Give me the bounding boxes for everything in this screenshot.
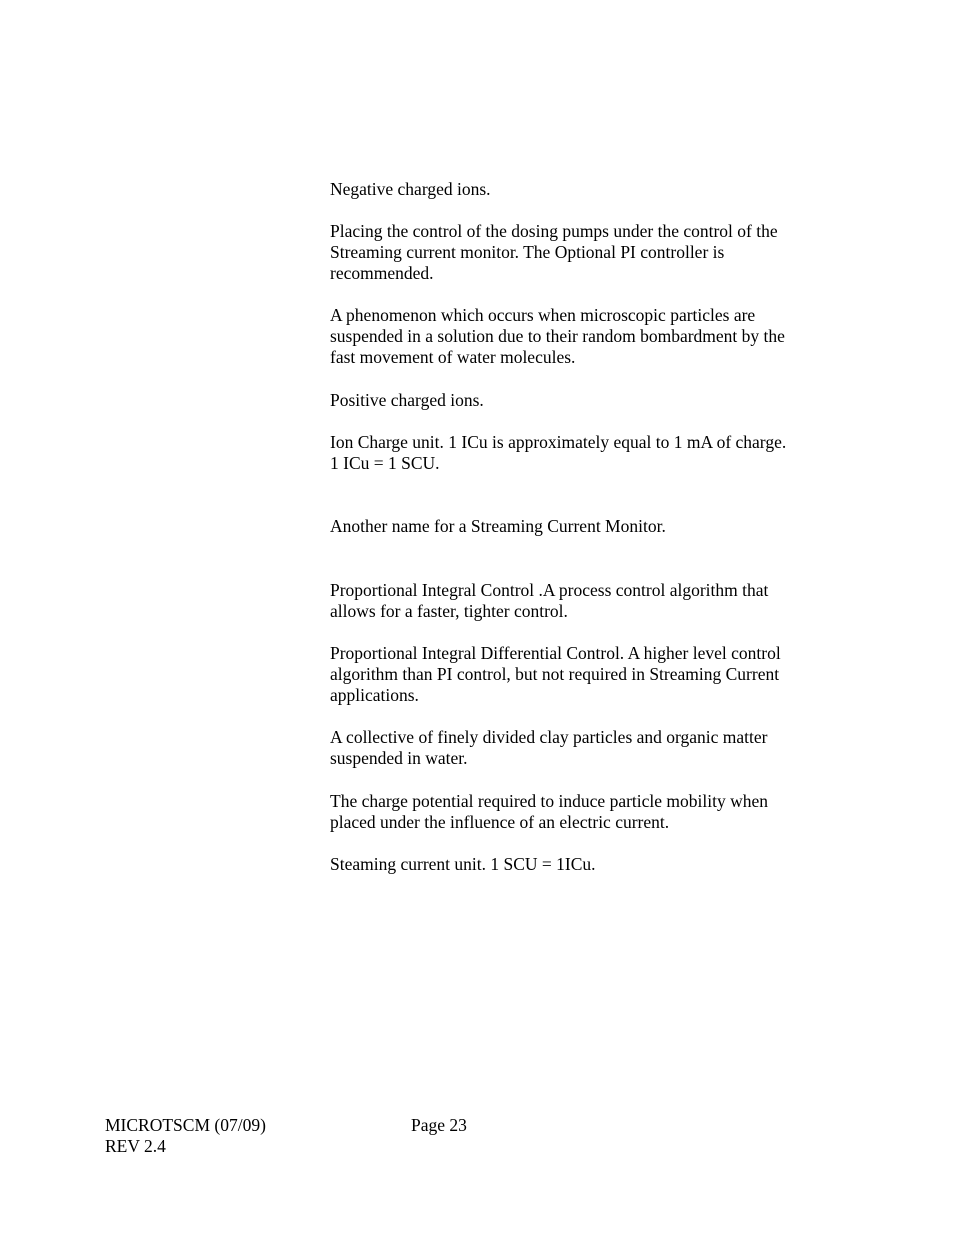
definition-text: A collective of finely divided clay particles and organic matter suspended in water. — [330, 727, 768, 768]
definition-text: Proportional Integral Control .A process control algorithm that allows for a faster, tighter control. — [330, 580, 769, 621]
definition-text: Placing the control of the dosing pumps under the control of the Streaming current monitor. The Optional PI controller is recommended. — [330, 221, 778, 283]
definition-text: Ion Charge unit. 1 ICu is approximately equal to 1 mA of charge. 1 ICu = 1 SCU. — [330, 432, 787, 473]
definition-entry — [330, 432, 830, 474]
footer-page-number: Page 23 — [411, 1115, 467, 1135]
footer-doc-id: MICROTSCM (07/09) — [105, 1115, 266, 1135]
definition-entry — [330, 643, 830, 706]
footer-revision: REV 2.4 — [105, 1136, 166, 1156]
definition-text: Proportional Integral Differential Control. A higher level control algorithm than PI control, but not required in Streaming Current applications. — [330, 643, 781, 705]
definition-text: Steaming current unit. 1 SCU = 1ICu. — [330, 854, 596, 874]
definition-entry — [330, 221, 830, 284]
definition-entry — [330, 516, 830, 537]
definition-text: The charge potential required to induce particle mobility when placed under the influence of an electric current. — [330, 791, 768, 832]
definition-entry — [330, 791, 830, 833]
definition-entry — [330, 727, 830, 769]
definition-entry — [330, 580, 830, 622]
definition-entry — [330, 854, 830, 875]
definitions-list — [330, 179, 830, 875]
definition-entry — [330, 305, 830, 368]
definition-entry — [330, 390, 830, 411]
definition-text: Negative charged ions. — [330, 179, 491, 199]
definition-text: Another name for a Streaming Current Monitor. — [330, 516, 666, 536]
definition-text: Positive charged ions. — [330, 390, 484, 410]
footer-document-info — [105, 1115, 365, 1157]
definition-text: A phenomenon which occurs when microscopic particles are suspended in a solution due to their random bombardment by the fast movement of water molecules. — [330, 305, 785, 367]
definition-entry — [330, 179, 830, 200]
